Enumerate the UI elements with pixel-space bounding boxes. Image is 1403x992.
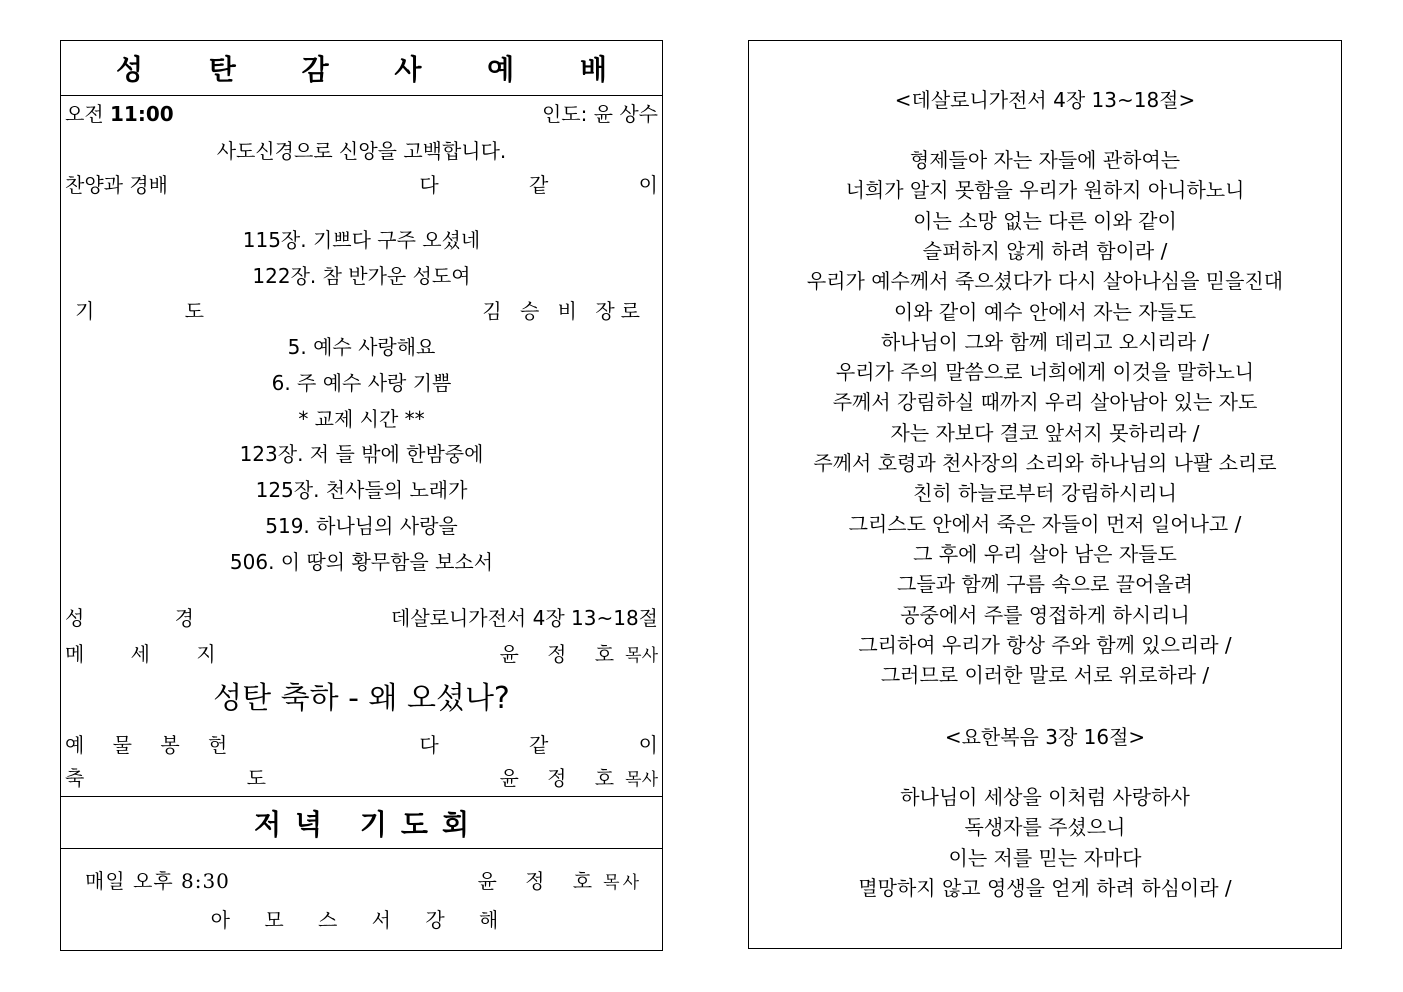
evening-leader: 윤 정 호목사 bbox=[477, 869, 642, 893]
verse-line: 너희가 알지 못함을 우리가 원하지 아니하노니 bbox=[845, 178, 1245, 203]
verse-line: 이는 저를 믿는 자마다 bbox=[948, 845, 1142, 870]
divider bbox=[61, 95, 662, 96]
hymn-line: 5. 예수 사랑해요 bbox=[287, 335, 436, 359]
passage-heading: <데살로니가전서 4장 13~18절> bbox=[894, 88, 1196, 112]
scripture-label: 성 경 bbox=[65, 606, 236, 630]
message-row bbox=[65, 638, 658, 670]
hymn-line: 506. 이 땅의 황무함을 보소서 bbox=[229, 549, 494, 574]
offering-label: 예 물 봉 헌 bbox=[65, 733, 239, 757]
verse-line: 주께서 강림하실 때까지 우리 살아남아 있는 자도 bbox=[832, 390, 1258, 415]
hymn-line: * 교제 시간 ** bbox=[298, 406, 425, 431]
verse-line: 형제들아 자는 자들에 관하여는 bbox=[909, 148, 1181, 172]
verse-line: 주께서 호령과 천사장의 소리와 하나님의 나팔 소리로 bbox=[813, 451, 1277, 475]
verse-line: 공중에서 주를 영접하게 하시리니 bbox=[900, 602, 1190, 627]
prayer-row bbox=[75, 295, 646, 327]
verse-line: 하나님이 세상을 이처럼 사랑하사 bbox=[900, 785, 1190, 809]
verse-line: 그들과 함께 구름 속으로 끌어올려 bbox=[897, 572, 1193, 597]
benediction-label: 축 도 bbox=[65, 766, 344, 790]
hymn-line: 125장. 천사들의 노래가 bbox=[255, 478, 468, 503]
verse-line: 독생자를 주셨으니 bbox=[964, 815, 1126, 840]
scripture-text-panel bbox=[748, 40, 1342, 949]
message-label: 메 세 지 bbox=[65, 642, 236, 666]
hymn-line: 122장. 참 반가운 성도여 bbox=[252, 263, 471, 288]
evening-time: 매일 오후 8:30 bbox=[85, 869, 230, 893]
sermon-title: 성탄 축하 - 왜 오셨나? bbox=[213, 681, 510, 716]
hymn-line: 6. 주 예수 사랑 기쁨 bbox=[271, 370, 452, 395]
bulletin-order-panel bbox=[60, 40, 700, 951]
praise-label: 찬양과 경배 bbox=[65, 173, 168, 197]
verse-line: 이와 같이 예수 안에서 자는 자들도 bbox=[893, 299, 1197, 324]
service-title: 성 탄 감 사 예 배 bbox=[115, 53, 636, 86]
scripture-reference: 데살로니가전서 4장 13~18절 bbox=[391, 606, 658, 630]
passage-heading: <요한복음 3장 16절> bbox=[944, 725, 1146, 749]
verse-line: 그 후에 우리 살아 남은 자들도 bbox=[913, 541, 1177, 566]
verse-line: 하나님이 그와 함께 데리고 오시리라 / bbox=[880, 329, 1210, 354]
scripture-row bbox=[65, 602, 658, 634]
praise-value: 다 같 이 bbox=[419, 173, 700, 197]
verse-line: 슬퍼하지 않게 하려 함이라 / bbox=[922, 238, 1168, 263]
evening-schedule-row bbox=[85, 865, 642, 897]
hymn-line: 123장. 저 들 밖에 한밤중에 bbox=[239, 442, 484, 467]
verse-line: 자는 자보다 결코 앞서지 못하리라 / bbox=[890, 420, 1200, 445]
prayer-leader: 김 승 비 장로 bbox=[482, 299, 646, 323]
offering-value: 다 같 이 bbox=[419, 733, 700, 757]
service-leader: 인도: 윤 상수 bbox=[541, 102, 658, 126]
praise-row bbox=[65, 169, 700, 201]
verse-line: 우리가 주의 말씀으로 너희에게 이것을 말하노니 bbox=[835, 360, 1255, 385]
divider bbox=[61, 848, 662, 849]
benediction-minister: 윤 정 호목사 bbox=[499, 766, 658, 790]
verse-line: 그리스도 안에서 죽은 자들이 먼저 일어나고 / bbox=[848, 511, 1242, 536]
service-title-band bbox=[61, 41, 662, 95]
offering-row bbox=[65, 729, 700, 761]
hymn-line: 115장. 기쁘다 구주 오셨네 bbox=[242, 228, 481, 252]
preacher: 윤 정 호목사 bbox=[499, 642, 658, 666]
service-time-row bbox=[65, 98, 658, 130]
verse-line: 친히 하늘로부터 강림하시리니 bbox=[913, 481, 1177, 506]
evening-topic: 아 모 스 서 강 해 bbox=[210, 908, 513, 932]
creed-line: 사도신경으로 신앙을 고백합니다. bbox=[216, 139, 507, 163]
evening-title-band bbox=[61, 797, 662, 848]
verse-line: 그러므로 이러한 말로 서로 위로하라 / bbox=[880, 663, 1210, 688]
hymn-line: 519. 하나님의 사랑을 bbox=[265, 514, 458, 538]
service-time: 오전 11:00 bbox=[65, 102, 174, 126]
prayer-label: 기 도 bbox=[75, 299, 246, 323]
evening-title: 저녁 기도회 bbox=[254, 807, 483, 841]
verse-line: 그리하여 우리가 항상 주와 함께 있으리라 / bbox=[858, 632, 1232, 657]
benediction-row bbox=[65, 762, 658, 794]
verse-line: 이는 소망 없는 다른 이와 같이 bbox=[913, 208, 1177, 233]
verse-line: 우리가 예수께서 죽으셨다가 다시 살아나심을 믿을진대 bbox=[806, 269, 1284, 294]
verse-line: 멸망하지 않고 영생을 얻게 하려 하심이라 / bbox=[858, 875, 1232, 900]
